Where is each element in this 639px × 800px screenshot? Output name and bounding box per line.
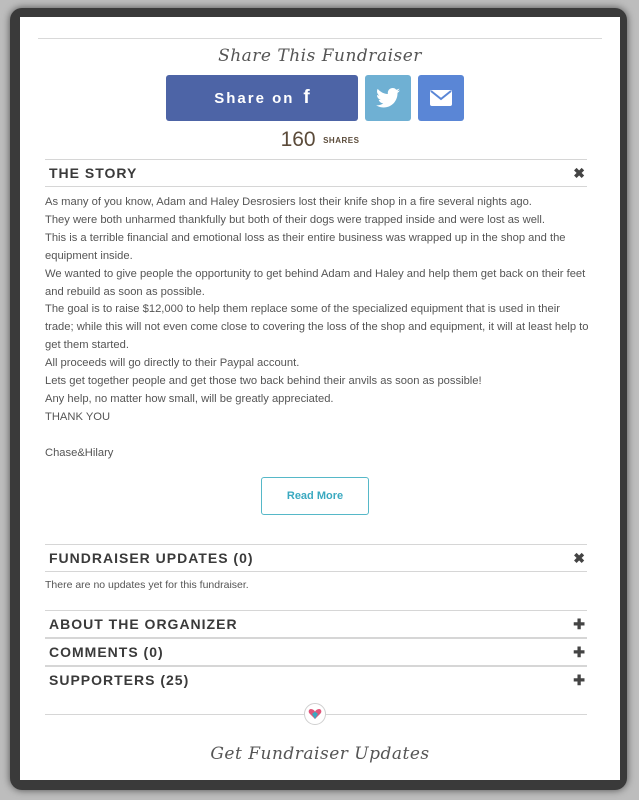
story-body [45,194,590,463]
heart-badge-icon [304,703,326,725]
facebook-icon: f [303,87,310,108]
envelope-icon [430,90,452,106]
story-paragraph: Any help, no matter how small, will be greatly appreciated. [45,392,334,405]
updates-section-header[interactable] [45,544,587,572]
fundraiser-page [20,17,620,780]
story-paragraph: As many of you know, Adam and Haley Desrosiers lost their knife shop in a fire several nights ago. [45,196,532,208]
supporters-title: SUPPORTERS (25) [49,672,190,688]
story-paragraph: We wanted to give people the opportunity to get behind Adam and Haley and help them get back on their feet and rebuild as soon as possible. [45,267,586,298]
close-icon[interactable]: ✖ [573,549,585,566]
updates-title: FUNDRAISER UPDATES (0) [49,550,254,566]
twitter-icon [376,88,400,108]
story-title: THE STORY [49,165,138,181]
story-paragraph: Lets get together people and get those two back behind their anvils as soon as possible! [45,375,482,388]
top-divider [38,38,602,39]
share-buttons [166,75,464,121]
share-count [20,128,620,152]
share-count-number: 160 [280,128,316,151]
story-paragraph: THANK YOU [45,410,111,423]
share-title: Share This Fundraiser [218,46,422,66]
story-paragraph: This is a terrible financial and emotional loss as their entire business was wrapped up in the shop and the equipment inside. [45,231,566,262]
supporters-section-header[interactable] [45,666,587,693]
organizer-title: ABOUT THE ORGANIZER [49,616,238,632]
read-more-button[interactable]: Read More [261,477,369,515]
get-updates-title[interactable]: Get Fundraiser Updates [210,744,430,764]
heart-icon [308,707,322,721]
story-paragraph: The goal is to raise $12,000 to help them replace some of the specialized equipment that is used in their trade; while this will not even come close to covering the loss of the shop and equipment, it will at least help to get them started. [45,303,589,352]
share-facebook-button[interactable] [166,75,358,121]
story-spacer [45,427,590,445]
share-email-button[interactable] [418,75,464,121]
share-twitter-button[interactable] [365,75,411,121]
comments-section-header[interactable] [45,638,587,666]
no-updates-text: There are no updates yet for this fundraiser. [45,579,249,591]
plus-icon[interactable]: ✚ [573,643,585,660]
story-paragraph: They were both unharmed thankfully but both of their dogs were trapped inside and were lost as well. [45,213,545,226]
share-count-label: SHARES [323,135,360,145]
share-facebook-label: Share on [214,89,295,107]
comments-title: COMMENTS (0) [49,644,164,660]
close-icon[interactable]: ✖ [573,164,585,181]
story-section-header[interactable] [45,159,587,187]
story-signature: Chase&Hilary [45,446,114,459]
plus-icon[interactable]: ✚ [573,615,585,632]
plus-icon[interactable]: ✚ [573,671,585,688]
organizer-section-header[interactable] [45,610,587,638]
story-paragraph: All proceeds will go directly to their Paypal account. [45,357,300,370]
